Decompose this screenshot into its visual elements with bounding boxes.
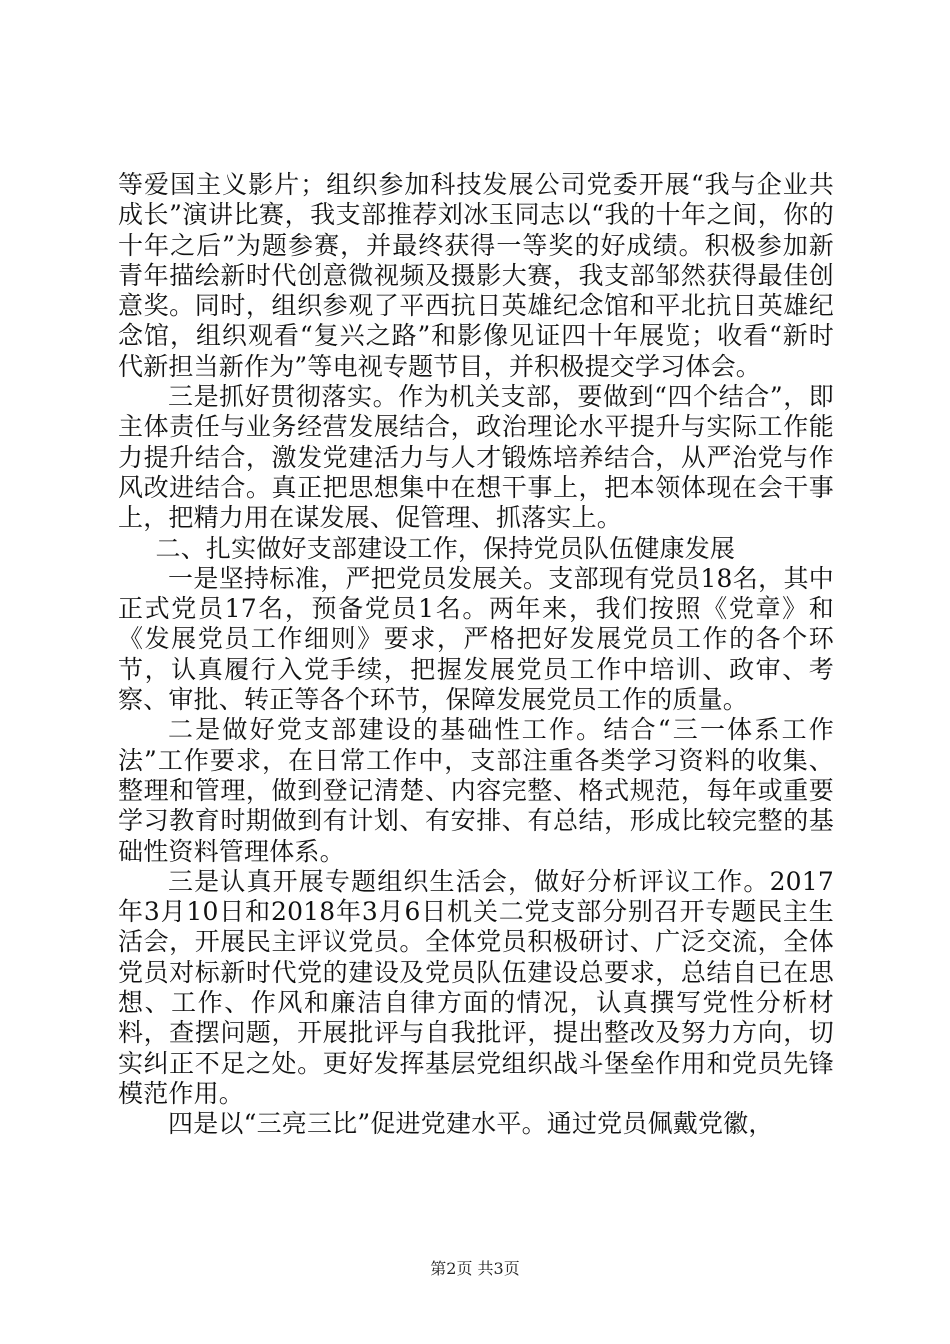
page-footer: 第2页 共3页 xyxy=(430,1259,520,1278)
paragraph-6: 四是以“三亮三比”促进党建水平。通过党员佩戴党徽， xyxy=(168,1109,774,1139)
paragraph-3: 一是坚持标准，严把党员发展关。支部现有党员18名，其中正式党员17名，预备党员1名。两年来，我们按照《党章》和《发展党员工作细则》要求，严格把好发展党员工作的各个环节，认真履行入党手续，把握发展党员工作中培训、政审、考察、审批、转正等各个环节，保障发展党员工作的质量。 xyxy=(118,563,834,715)
section-heading: 二、扎实做好支部建设工作，保持党员队伍健康发展 xyxy=(155,533,736,563)
paragraph-2: 三是抓好贯彻落实。作为机关支部，要做到“四个结合”，即主体责任与业务经营发展结合，政治理论水平提升与实际工作能力提升结合，激发党建活力与人才锻炼培养结合，从严治党与作风改进结合。真正把思想集中在想干事上，把本领体现在会干事上，把精力用在谋发展、促管理、抓落实上。 xyxy=(118,382,834,533)
paragraph-5: 三是认真开展专题组织生活会，做好分析评议工作。2017年3月10日和2018年3月6日机关二党支部分别召开专题民主生活会，开展民主评议党员。全体党员积极研讨、广泛交流，全体党员对标新时代党的建设及党员队伍建设总要求，总结自已在思想、工作、作风和廉洁自律方面的情况，认真撰写党性分析材料，查摆问题，开展批评与自我批评，提出整改及努力方向，切实纠正不足之处。更好发挥基层党组织战斗堡垒作用和党员先锋模范作用。 xyxy=(118,866,834,1108)
document-body xyxy=(118,170,834,1140)
paragraph-4: 二是做好党支部建设的基础性工作。结合“三一体系工作法”工作要求，在日常工作中，支部注重各类学习资料的收集、整理和管理，做到登记清楚、内容完整、格式规范，每年或重要学习教育时期做到有计划、有安排、有总结，形成比较完整的基础性资料管理体系。 xyxy=(118,715,834,866)
paragraph-1: 等爱国主义影片；组织参加科技发展公司党委开展“我与企业共成长”演讲比赛，我支部推荐刘冰玉同志以“我的十年之间，你的十年之后”为题参赛，并最终获得一等奖的好成绩。积极参加新青年描绘新时代创意微视频及摄影大赛，我支部邹然获得最佳创意奖。同时，组织参观了平西抗日英雄纪念馆和平北抗日英雄纪念馆，组织观看“复兴之路”和影像见证四十年展览；收看“新时代新担当新作为”等电视专题节目，并积极提交学习体会。 xyxy=(118,170,834,381)
